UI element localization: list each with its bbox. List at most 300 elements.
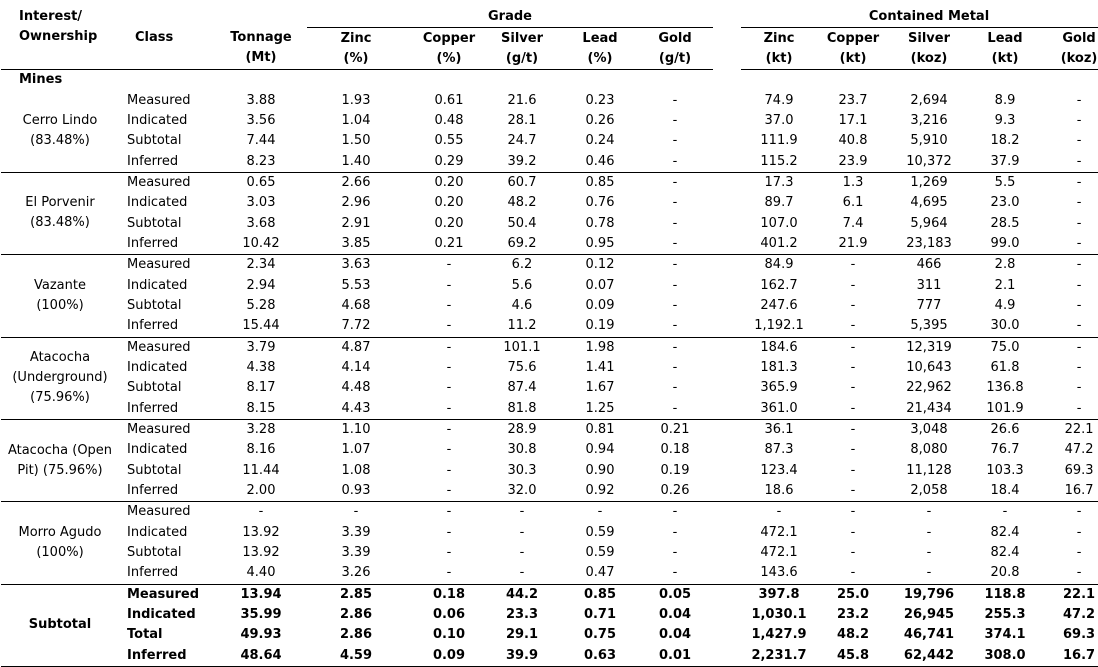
metal-value-cell: -	[1076, 360, 1082, 376]
grade-spacer	[405, 605, 417, 625]
grade-spacer	[405, 337, 417, 358]
metal-value-cell: 5,395	[910, 318, 948, 334]
tonnage-cell: 15.44	[242, 318, 280, 334]
metal-value-cell: 12,319	[889, 337, 969, 358]
metal-value-cell: -	[1041, 255, 1098, 276]
grade-value-cell: -	[672, 400, 678, 416]
metal-value-cell: -	[817, 255, 889, 276]
grade-value-cell: 5.6	[511, 277, 533, 293]
grade-value-cell: -	[672, 215, 678, 231]
metal-value-cell: 76.7	[990, 442, 1020, 458]
metal-value-cell: 17.3	[741, 172, 817, 193]
table-row	[1, 90, 1098, 110]
metal-value-cell: -	[850, 380, 856, 396]
metal-value-cell: -	[850, 277, 856, 293]
metal-value-cell: 26.6	[969, 419, 1041, 440]
group-gap	[713, 625, 741, 645]
grade-value-cell: 0.26	[585, 112, 615, 128]
subtotal-row	[1, 584, 1098, 605]
metal-value-cell: 62,442	[889, 646, 969, 667]
metal-value-cell: 16.7	[1064, 483, 1094, 499]
group-gap	[713, 358, 741, 378]
grade-value-cell: 1.98	[563, 337, 637, 358]
tonnage-cell: 2.00	[246, 483, 276, 499]
metal-value-cell: 37.9	[990, 153, 1020, 169]
grade-value-cell: 5.53	[341, 277, 371, 293]
grade-value-cell: -	[417, 337, 481, 358]
tonnage-cell: 3.88	[246, 92, 276, 108]
metal-value-cell: -	[1076, 133, 1082, 149]
metal-silver-header: Silver	[908, 30, 950, 46]
section-empty	[481, 70, 563, 91]
metal-value-cell: 37.0	[764, 112, 794, 128]
metal-value-cell: 2,231.7	[741, 646, 817, 667]
group-gap	[713, 481, 741, 502]
metal-value-cell: -	[1076, 297, 1082, 313]
metal-value-cell: 5,964	[910, 215, 948, 231]
metal-value-cell: 10,372	[906, 153, 952, 169]
metal-value-cell: 308.0	[969, 646, 1041, 667]
metal-value-cell: -	[1076, 235, 1082, 251]
grade-value-cell: 3.85	[341, 235, 371, 251]
tonnage-cell: 13.92	[242, 545, 280, 561]
interest-header-line2: Ownership	[19, 29, 98, 44]
grade-value-cell: -	[672, 277, 678, 293]
tonnage-cell: 13.92	[242, 524, 280, 540]
group-gap	[713, 584, 741, 605]
grade-value-cell: 29.1	[505, 627, 539, 643]
group-gap	[713, 523, 741, 543]
group-gap	[713, 419, 741, 440]
metal-value-cell: -	[1076, 153, 1082, 169]
metal-value-cell: -	[817, 502, 889, 523]
metal-value-cell: -	[1041, 502, 1098, 523]
group-gap	[713, 502, 741, 523]
grade-value-cell: 2.86	[339, 607, 373, 623]
class-cell: Indicated	[127, 112, 188, 128]
grade-value-cell: 7.72	[341, 318, 371, 334]
grade-value-cell: 0.48	[434, 112, 464, 128]
grade-value-cell: -	[672, 195, 678, 211]
section-empty	[889, 70, 969, 91]
table-row	[1, 111, 1098, 131]
grade-value-cell: 1.04	[341, 112, 371, 128]
metal-value-cell: 4.9	[994, 297, 1016, 313]
metal-value-cell: 69.3	[1064, 462, 1094, 478]
class-cell: Inferred	[119, 646, 215, 667]
grade-value-cell: 2.86	[339, 627, 373, 643]
grade-value-cell: -	[672, 112, 678, 128]
grade-value-cell: 0.07	[585, 277, 615, 293]
tonnage-cell: 13.94	[215, 584, 307, 605]
grade-value-cell: 0.26	[660, 483, 690, 499]
grade-value-cell: -	[446, 524, 452, 540]
metal-value-cell: 18.2	[990, 133, 1020, 149]
grade-value-cell: 0.81	[563, 419, 637, 440]
metal-value-cell: -	[1076, 277, 1082, 293]
mine-name-cell	[1, 255, 119, 337]
mine-name-line2: (Underground)	[12, 370, 108, 386]
section-empty	[741, 70, 817, 91]
subtotal-row	[1, 625, 1098, 645]
metal-value-cell: 20.8	[990, 565, 1020, 581]
grade-value-cell: 1.10	[307, 419, 405, 440]
metal-value-cell: 4,695	[910, 195, 948, 211]
class-cell: Inferred	[127, 400, 179, 416]
group-gap	[713, 172, 741, 193]
metal-value-cell: -	[1076, 195, 1082, 211]
metal-value-cell: 21.9	[838, 235, 868, 251]
grade-value-cell: 30.3	[507, 462, 537, 478]
grade-value-cell: 1.67	[585, 380, 615, 396]
grade-value-cell: -	[672, 565, 678, 581]
grade-value-cell: 0.21	[434, 235, 464, 251]
grade-value-cell: -	[446, 360, 452, 376]
grade-value-cell: 0.75	[583, 627, 617, 643]
tonnage-header	[215, 7, 307, 70]
metal-value-cell: 107.0	[760, 215, 798, 231]
grade-value-cell: 0.46	[585, 153, 615, 169]
grade-lead-header: Lead	[582, 30, 618, 46]
metal-value-cell: 11,128	[906, 462, 952, 478]
tonnage-cell: 3.28	[215, 419, 307, 440]
table-row	[1, 440, 1098, 460]
grade-value-cell: 6.2	[481, 255, 563, 276]
mine-name-line1: Cerro Lindo	[22, 113, 98, 129]
grade-value-cell: 2.85	[307, 584, 405, 605]
table-row	[1, 399, 1098, 420]
mine-name-line2: (83.48%)	[30, 215, 90, 231]
grade-value-cell: -	[672, 545, 678, 561]
metal-value-cell: 22.1	[1041, 419, 1098, 440]
tonnage-cell: 48.64	[215, 646, 307, 667]
group-gap	[713, 316, 741, 337]
section-empty	[713, 70, 741, 91]
section-empty	[307, 70, 405, 91]
class-cell: Indicated	[127, 442, 188, 458]
grade-zinc-header: Zinc	[340, 30, 372, 46]
grade-value-cell: 0.94	[585, 442, 615, 458]
metal-value-cell: 16.7	[1041, 646, 1098, 667]
metal-value-cell: 466	[889, 255, 969, 276]
tonnage-cell: 4.38	[246, 360, 276, 376]
metal-value-cell: 9.3	[994, 112, 1016, 128]
grade-spacer	[405, 296, 417, 316]
metal-value-cell: 36.1	[741, 419, 817, 440]
section-empty	[405, 70, 417, 91]
grade-spacer	[405, 563, 417, 584]
grade-value-cell: 0.76	[585, 195, 615, 211]
section-empty	[417, 70, 481, 91]
metal-value-cell: -	[889, 502, 969, 523]
metal-gold-unit: (koz)	[1041, 49, 1098, 70]
grade-spacer	[405, 481, 417, 502]
metal-value-cell: 103.3	[986, 462, 1024, 478]
table-row	[1, 193, 1098, 213]
tonnage-cell: 8.15	[246, 400, 276, 416]
class-cell: Measured	[119, 502, 215, 523]
grade-value-cell: 1.50	[341, 133, 371, 149]
metal-copper-header: Copper	[826, 30, 880, 46]
grade-value-cell: 0.55	[434, 133, 464, 149]
mine-name-line1: Vazante	[34, 277, 86, 293]
metal-value-cell: 23.0	[990, 195, 1020, 211]
grade-value-cell: 21.6	[507, 92, 537, 108]
grade-value-cell: 3.39	[341, 545, 371, 561]
grade-value-cell: 0.09	[585, 297, 615, 313]
grade-spacer	[405, 358, 417, 378]
metal-value-cell: 99.0	[990, 235, 1020, 251]
metal-value-cell: -	[926, 545, 932, 561]
metal-value-cell: 18.4	[990, 483, 1020, 499]
grade-value-cell: 0.12	[563, 255, 637, 276]
metal-value-cell: 2.1	[994, 277, 1016, 293]
table-row	[1, 543, 1098, 563]
grade-spacer	[405, 193, 417, 213]
tonnage-cell: 3.79	[215, 337, 307, 358]
grade-spacer	[405, 316, 417, 337]
grade-value-cell: 32.0	[507, 483, 537, 499]
class-cell: Measured	[119, 337, 215, 358]
tonnage-cell: -	[215, 502, 307, 523]
metal-value-cell: -	[850, 462, 856, 478]
metal-value-cell: 19,796	[889, 584, 969, 605]
group-gap	[713, 605, 741, 625]
metal-value-cell: -	[850, 297, 856, 313]
section-empty	[563, 70, 637, 91]
grade-spacer	[405, 625, 417, 645]
metal-value-cell: 23.9	[838, 153, 868, 169]
mine-name-line2: (83.48%)	[30, 133, 90, 149]
grade-value-cell: -	[672, 360, 678, 376]
grade-value-cell: 3.63	[307, 255, 405, 276]
grade-value-cell: -	[446, 400, 452, 416]
grade-value-cell: -	[672, 318, 678, 334]
metal-value-cell: 3,048	[889, 419, 969, 440]
grade-value-cell: -	[672, 153, 678, 169]
metal-value-cell: 777	[916, 297, 942, 313]
grade-value-cell: 0.63	[563, 646, 637, 667]
metal-value-cell: 69.3	[1063, 627, 1096, 643]
table-row	[1, 275, 1098, 295]
grade-value-cell: -	[637, 255, 713, 276]
metal-value-cell: 18.6	[764, 483, 794, 499]
grade-spacer	[405, 419, 417, 440]
metal-value-cell: 8,080	[910, 442, 948, 458]
group-gap	[713, 275, 741, 295]
class-cell: Inferred	[127, 565, 179, 581]
metal-copper-unit: (kt)	[817, 49, 889, 70]
grade-value-cell: 60.7	[481, 172, 563, 193]
grade-value-cell: 0.71	[583, 607, 617, 623]
metal-value-cell: 28.5	[990, 215, 1020, 231]
grade-value-cell: 11.2	[507, 318, 537, 334]
grade-value-cell: 0.21	[637, 419, 713, 440]
grade-value-cell: 28.9	[481, 419, 563, 440]
metal-value-cell: 2,058	[910, 483, 948, 499]
grade-value-cell: -	[637, 502, 713, 523]
metal-value-cell: -	[850, 360, 856, 376]
grade-spacer	[405, 543, 417, 563]
metal-value-cell: 115.2	[760, 153, 798, 169]
interest-header-line1: Interest/	[19, 9, 83, 24]
section-empty	[637, 70, 713, 91]
class-cell: Inferred	[127, 483, 179, 499]
grade-value-cell: -	[519, 524, 525, 540]
grade-value-cell: -	[672, 524, 678, 540]
table-row	[1, 337, 1098, 358]
grade-value-cell: 4.48	[341, 380, 371, 396]
grade-spacer	[405, 90, 417, 110]
grade-value-cell: -	[446, 462, 452, 478]
tonnage-cell: 8.23	[246, 153, 276, 169]
grade-value-cell: 4.14	[341, 360, 371, 376]
grade-spacer	[405, 399, 417, 420]
metal-value-cell: 8.9	[994, 92, 1016, 108]
class-cell: Inferred	[127, 235, 179, 251]
metal-lead-header: Lead	[987, 30, 1023, 46]
group-gap	[713, 131, 741, 151]
class-cell: Measured	[119, 172, 215, 193]
grade-spacer	[405, 646, 417, 667]
metal-zinc-unit: (kt)	[741, 49, 817, 70]
metal-zinc-header: Zinc	[763, 30, 795, 46]
metal-value-cell: 82.4	[990, 545, 1020, 561]
metal-value-cell: 118.8	[969, 584, 1041, 605]
grade-value-cell: 1.25	[585, 400, 615, 416]
tonnage-cell: 5.28	[246, 297, 276, 313]
tonnage-cell: 8.16	[246, 442, 276, 458]
grade-value-cell: -	[637, 172, 713, 193]
metal-value-cell: -	[1041, 337, 1098, 358]
metal-value-cell: 87.3	[764, 442, 794, 458]
metal-value-cell: 46,741	[903, 627, 955, 643]
table-row	[1, 172, 1098, 193]
tonnage-cell: 7.44	[246, 133, 276, 149]
class-cell: Inferred	[127, 153, 179, 169]
section-empty	[1041, 70, 1098, 91]
metal-value-cell: 23,183	[906, 235, 952, 251]
metal-value-cell: 401.2	[760, 235, 798, 251]
mine-name-cell	[1, 337, 119, 419]
metal-value-cell: 25.0	[817, 584, 889, 605]
group-gap	[713, 151, 741, 172]
metal-value-cell: 84.9	[741, 255, 817, 276]
grade-spacer	[405, 378, 417, 398]
class-cell: Measured	[119, 255, 215, 276]
grade-lead-unit: (%)	[563, 49, 637, 70]
grade-value-cell: -	[519, 545, 525, 561]
grade-spacer	[405, 234, 417, 255]
grade-value-cell: 50.4	[507, 215, 537, 231]
metal-value-cell: 1,192.1	[754, 318, 804, 334]
group-gap	[713, 90, 741, 110]
group-gap	[713, 7, 741, 28]
class-cell: Measured	[119, 419, 215, 440]
grade-value-cell: 0.20	[417, 172, 481, 193]
class-cell: Measured	[119, 584, 215, 605]
metal-value-cell: -	[850, 483, 856, 499]
metal-value-cell: 47.2	[1063, 607, 1096, 623]
grade-value-cell: -	[446, 545, 452, 561]
grade-value-cell: 75.6	[507, 360, 537, 376]
grade-value-cell: 0.01	[637, 646, 713, 667]
grade-value-cell: -	[672, 380, 678, 396]
grade-value-cell: 0.19	[585, 318, 615, 334]
grade-value-cell: 0.18	[660, 442, 690, 458]
tonnage-header-unit: (Mt)	[245, 50, 277, 65]
metal-value-cell: 472.1	[760, 545, 798, 561]
grade-value-cell: 87.4	[507, 380, 537, 396]
subtotal-label-cell: Subtotal	[1, 584, 119, 666]
metal-value-cell: 21,434	[906, 400, 952, 416]
grade-spacer	[405, 275, 417, 295]
subtotal-row	[1, 646, 1098, 667]
table-row	[1, 419, 1098, 440]
class-cell: Indicated	[127, 277, 188, 293]
metal-value-cell: -	[850, 545, 856, 561]
class-cell: Subtotal	[127, 133, 182, 149]
metal-value-cell: 1,427.9	[751, 627, 807, 643]
group-gap	[713, 563, 741, 584]
tonnage-cell: 11.44	[242, 462, 280, 478]
tonnage-cell: 3.03	[246, 195, 276, 211]
grade-value-cell: 0.47	[585, 565, 615, 581]
metal-value-cell: 472.1	[760, 524, 798, 540]
mine-name-line1: Atacocha	[29, 350, 91, 366]
grade-spacer	[405, 28, 417, 49]
group-gap	[713, 646, 741, 667]
grade-value-cell: 0.09	[417, 646, 481, 667]
grade-value-cell: 39.9	[481, 646, 563, 667]
tonnage-cell: 4.40	[246, 565, 276, 581]
header-group-row	[1, 7, 1098, 28]
metal-value-cell: 101.9	[986, 400, 1024, 416]
grade-value-cell: 0.95	[585, 235, 615, 251]
grade-value-cell: 0.04	[658, 607, 692, 623]
grade-value-cell: 69.2	[507, 235, 537, 251]
grade-spacer	[405, 440, 417, 460]
section-empty	[215, 70, 307, 91]
metal-value-cell: 111.9	[760, 133, 798, 149]
section-label-mines: Mines	[19, 72, 63, 88]
group-gap	[713, 234, 741, 255]
grade-spacer	[405, 523, 417, 543]
tonnage-cell: 2.94	[246, 277, 276, 293]
metal-value-cell: -	[850, 524, 856, 540]
mine-name-cell	[1, 502, 119, 584]
group-gap	[713, 193, 741, 213]
class-header: Class	[119, 7, 215, 70]
grade-value-cell: 0.20	[434, 195, 464, 211]
mine-name-cell	[1, 419, 119, 501]
class-cell: Subtotal	[127, 297, 182, 313]
grade-value-cell: -	[446, 442, 452, 458]
grade-value-cell: -	[446, 483, 452, 499]
grade-group-header: Grade	[307, 7, 713, 28]
metal-value-cell: 181.3	[760, 360, 798, 376]
grade-spacer	[405, 584, 417, 605]
metal-value-cell: -	[1041, 172, 1098, 193]
grade-value-cell: -	[446, 565, 452, 581]
class-cell: Indicated	[127, 195, 188, 211]
grade-value-cell: 0.93	[341, 483, 371, 499]
class-cell: Subtotal	[127, 462, 182, 478]
group-gap	[713, 255, 741, 276]
metal-value-cell: 311	[916, 277, 942, 293]
mine-name-line1: Morro Agudo	[18, 524, 102, 540]
metal-value-cell: 6.1	[842, 195, 864, 211]
